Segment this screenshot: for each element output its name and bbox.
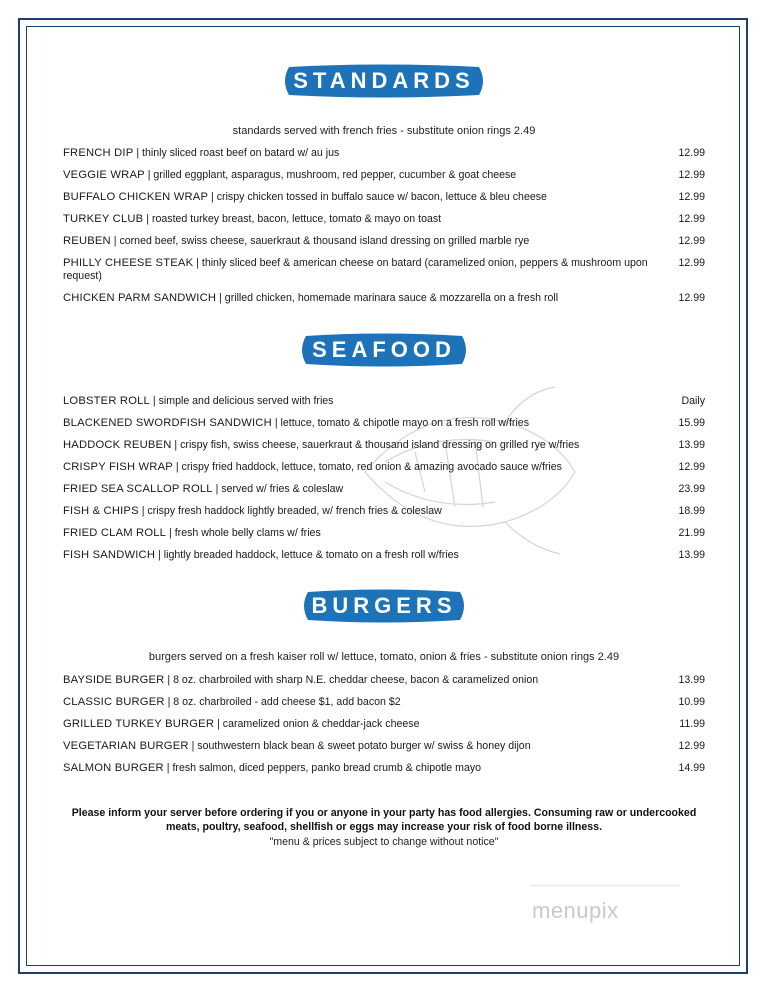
menu-item-name: FISH SANDWICH xyxy=(63,549,156,561)
menu-item xyxy=(63,395,705,408)
menu-item xyxy=(63,257,705,283)
menu-item xyxy=(63,696,705,709)
menu-item-detail: | served w/ fries & coleslaw xyxy=(212,483,344,495)
menu-item xyxy=(63,169,705,182)
menu-item-price: 13.99 xyxy=(678,674,705,686)
menu-item-name: TURKEY CLUB xyxy=(63,213,144,225)
menu-item-description xyxy=(63,483,663,496)
allergy-notice-line2: meats, poultry, seafood, shellfish or eggs may increase your risk of food borne illness. xyxy=(165,821,603,833)
menu-item-description xyxy=(63,439,663,452)
menu-item xyxy=(63,191,705,204)
menu-item xyxy=(63,674,705,687)
seafood-banner xyxy=(298,333,470,367)
menu-item xyxy=(63,417,705,430)
menu-item-description xyxy=(63,147,663,160)
menu-item-detail: | roasted turkey breast, bacon, lettuce, tomato & mayo on toast xyxy=(143,213,442,225)
menu-item-name: VEGETARIAN BURGER xyxy=(63,740,189,752)
standards-note: standards served with french fries - substitute onion rings 2.49 xyxy=(232,125,536,137)
menu-item-detail: | 8 oz. charbroiled - add cheese $1, add bacon $2 xyxy=(164,696,401,708)
price-disclaimer: "menu & prices subject to change without notice" xyxy=(269,836,499,848)
menu-item-name: CHICKEN PARM SANDWICH xyxy=(63,292,217,304)
seafood-title: SEAFOOD xyxy=(312,337,456,362)
menu-item-description xyxy=(63,762,663,775)
menu-item-detail: | grilled eggplant, asparagus, mushroom, red pepper, cucumber & goat cheese xyxy=(144,169,517,181)
menu-item xyxy=(63,439,705,452)
menu-item-detail: | crispy fresh haddock lightly breaded, w/ french fries & coleslaw xyxy=(138,505,442,517)
menu-item-price: 12.99 xyxy=(678,147,705,159)
menu-item xyxy=(63,213,705,226)
menu-item-name: FISH & CHIPS xyxy=(63,505,139,517)
menu-item-price: 12.99 xyxy=(678,169,705,181)
burgers-title: BURGERS xyxy=(311,593,457,618)
menu-item-description xyxy=(63,461,663,474)
menu-item-description xyxy=(63,417,663,430)
menu-item-price: 14.99 xyxy=(678,762,705,774)
menupix-watermark: menupix xyxy=(532,898,619,923)
menu-item-description xyxy=(63,213,663,226)
menu-item-name: FRIED SEA SCALLOP ROLL xyxy=(63,483,213,495)
menu-item-name: REUBEN xyxy=(63,235,111,247)
menu-item-price: Daily xyxy=(681,395,705,407)
menu-item xyxy=(63,461,705,474)
menu-item-detail: | grilled chicken, homemade marinara sauce & mozzarella on a fresh roll xyxy=(216,292,559,304)
menu-item-description xyxy=(63,191,663,204)
menu-item xyxy=(63,147,705,160)
menu-item-name: SALMON BURGER xyxy=(63,762,164,774)
menu-item xyxy=(63,292,705,305)
menu-item-detail: | fresh whole belly clams w/ fries xyxy=(166,527,321,539)
menu-item-name: CLASSIC BURGER xyxy=(63,696,165,708)
menu-item-description xyxy=(63,674,663,687)
menu-item-detail: | 8 oz. charbroiled with sharp N.E. cheddar cheese, bacon & caramelized onion xyxy=(164,674,539,686)
menu-item xyxy=(63,527,705,540)
menu-item-description xyxy=(63,505,663,518)
menu-item-name: GRILLED TURKEY BURGER xyxy=(63,718,215,730)
menu-item-name: FRIED CLAM ROLL xyxy=(63,527,167,539)
menu-item-name: PHILLY CHEESE STEAK xyxy=(63,257,194,269)
menu-item-price: 12.99 xyxy=(678,257,705,269)
menu-item-description xyxy=(63,696,663,709)
menu-item-price: 12.99 xyxy=(678,191,705,203)
menu-item xyxy=(63,718,705,731)
menu-item xyxy=(63,505,705,518)
menu-item-name: BUFFALO CHICKEN WRAP xyxy=(63,191,209,203)
menu-item-detail: | crispy fried haddock, lettuce, tomato, red onion & amazing avocado sauce w/fries xyxy=(172,461,562,473)
menu-item-price: 21.99 xyxy=(678,527,705,539)
menu-item-price: 12.99 xyxy=(678,740,705,752)
menu-item-description xyxy=(63,292,663,305)
menu-item xyxy=(63,483,705,496)
menu-item-name: BLACKENED SWORDFISH SANDWICH xyxy=(63,417,272,429)
menu-item-description xyxy=(63,740,663,753)
watermark-divider xyxy=(530,884,680,887)
menu-item-price: 12.99 xyxy=(678,292,705,304)
menu-item-name: LOBSTER ROLL xyxy=(63,395,150,407)
menu-item-description xyxy=(63,257,663,283)
menu-item-price: 12.99 xyxy=(678,235,705,247)
menu-item-price: 23.99 xyxy=(678,483,705,495)
menu-item-price: 10.99 xyxy=(678,696,705,708)
menu-item-detail: | lettuce, tomato & chipotle mayo on a fresh roll w/fries xyxy=(271,417,529,429)
menu-item-price: 18.99 xyxy=(678,505,705,517)
menu-item-detail: | thinly sliced beef & american cheese on batard (caramelized onion, peppers & mushroom upon request) xyxy=(63,257,648,282)
menu-item-description xyxy=(63,169,663,182)
menu-item xyxy=(63,235,705,248)
menu-item-detail: | crispy chicken tossed in buffalo sauce w/ bacon, lettuce & bleu cheese xyxy=(208,191,547,203)
menu-item-name: VEGGIE WRAP xyxy=(63,169,145,181)
menu-item xyxy=(63,740,705,753)
menu-item-name: HADDOCK REUBEN xyxy=(63,439,172,451)
standards-title: STANDARDS xyxy=(293,68,475,93)
menu-item xyxy=(63,549,705,562)
menu-item-price: 12.99 xyxy=(678,213,705,225)
menu-item xyxy=(63,762,705,775)
allergy-notice-line1: Please inform your server before ordering if you or anyone in your party has food allergies. Consuming raw or undercooked xyxy=(71,807,697,819)
menu-item-name: BAYSIDE BURGER xyxy=(63,674,165,686)
menu-item-description xyxy=(63,235,663,248)
menu-item-price: 11.99 xyxy=(679,718,705,730)
menu-item-description xyxy=(63,718,663,731)
menu-item-price: 13.99 xyxy=(678,439,705,451)
menu-item-description xyxy=(63,395,663,408)
menu-item-detail: | caramelized onion & cheddar-jack cheese xyxy=(214,718,420,730)
menu-item-detail: | southwestern black bean & sweet potato burger w/ swiss & honey dijon xyxy=(188,740,531,752)
menu-item-detail: | thinly sliced roast beef on batard w/ au jus xyxy=(133,147,340,159)
menu-item-detail: | simple and delicious served with fries xyxy=(149,395,334,407)
menu-item-description xyxy=(63,549,663,562)
menu-item-price: 15.99 xyxy=(678,417,705,429)
menu-item-price: 12.99 xyxy=(678,461,705,473)
menu-item-price: 13.99 xyxy=(678,549,705,561)
menu-item-detail: | fresh salmon, diced peppers, panko bread crumb & chipotle mayo xyxy=(163,762,482,774)
burgers-note: burgers served on a fresh kaiser roll w/ lettuce, tomato, onion & fries - substitute onion rings 2.49 xyxy=(148,651,620,663)
menu-item-detail: | corned beef, swiss cheese, sauerkraut & thousand island dressing on grilled marble rye xyxy=(110,235,530,247)
burgers-banner xyxy=(300,589,468,623)
menu-item-detail: | lightly breaded haddock, lettuce & tomato on a fresh roll w/fries xyxy=(155,549,459,561)
menu-item-name: FRENCH DIP xyxy=(63,147,134,159)
standards-banner xyxy=(281,64,487,98)
menu-item-description xyxy=(63,527,663,540)
menu-item-name: CRISPY FISH WRAP xyxy=(63,461,173,473)
menu-item-detail: | crispy fish, swiss cheese, sauerkraut & thousand island dressing on grilled rye w/fries xyxy=(171,439,580,451)
